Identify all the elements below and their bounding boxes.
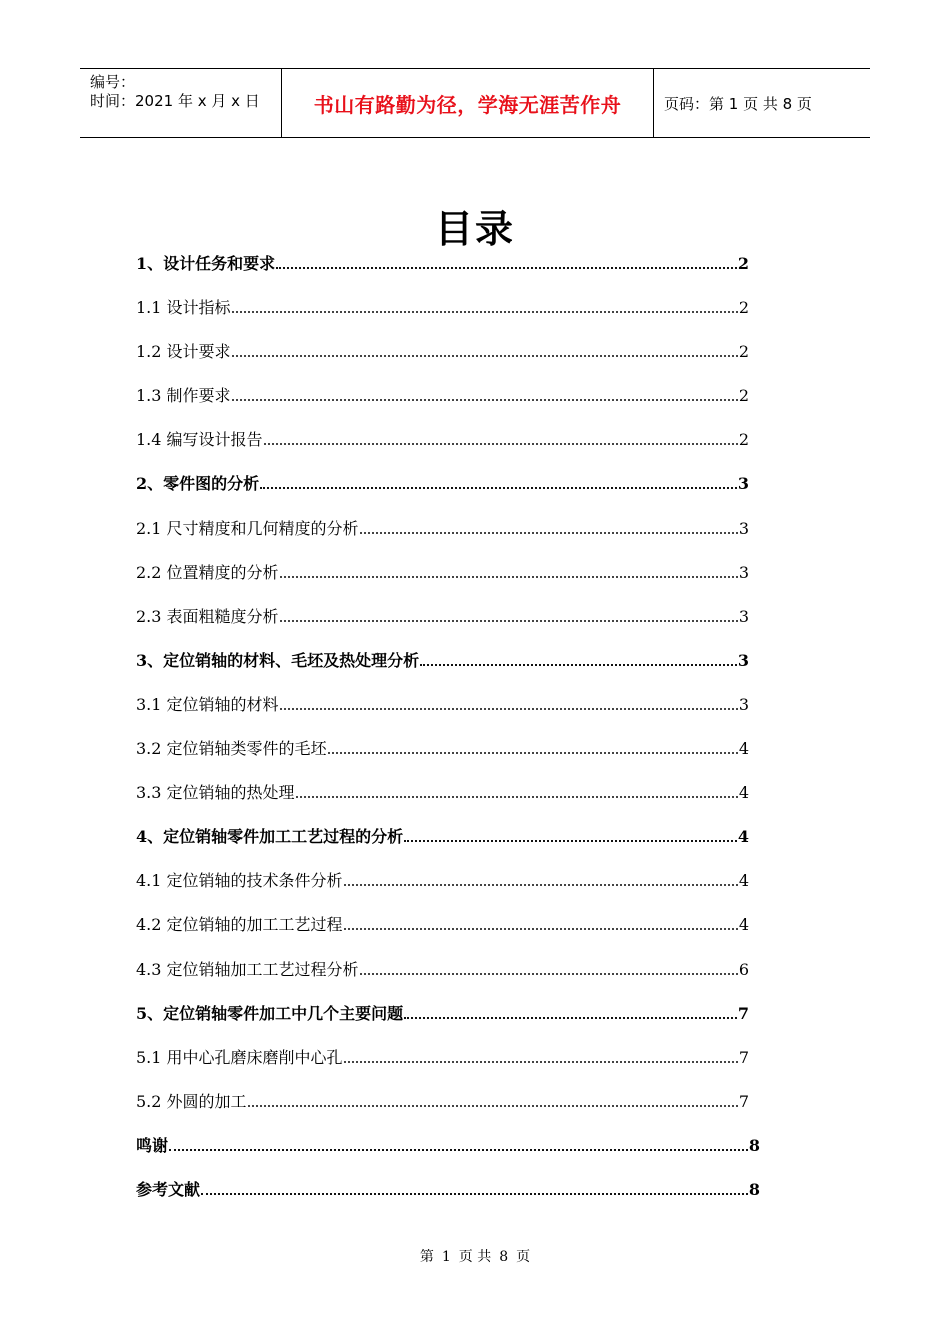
- toc-entry[interactable]: [136, 780, 760, 824]
- toc-entry-page: 7: [738, 1091, 749, 1111]
- page-title: 目录: [434, 207, 515, 251]
- toc-entry[interactable]: [136, 471, 760, 515]
- toc-leader-dots: [344, 1051, 738, 1063]
- toc-leader-dots: [276, 257, 737, 269]
- toc-entry-label: 参考文献: [136, 1179, 201, 1199]
- toc-entry-label: 3.3 定位销轴的热处理: [136, 783, 295, 803]
- toc-entry-page: 2: [737, 254, 749, 273]
- toc-leader-dots: [232, 345, 738, 357]
- toc-entry-page: 8: [748, 1179, 760, 1199]
- toc-entry[interactable]: [136, 957, 760, 1001]
- toc-entry[interactable]: [136, 648, 760, 692]
- toc-entry-label: 鸣谢: [136, 1135, 169, 1155]
- toc-leader-dots: [344, 874, 738, 886]
- header-motto: 书山有路勤为径，学海无涯苦作舟: [282, 69, 654, 137]
- toc-entry-label: 4.3 定位销轴加工工艺过程分析: [136, 959, 359, 979]
- toc-entry-label: 5.2 外圆的加工: [136, 1091, 247, 1111]
- toc-entry[interactable]: [136, 912, 760, 956]
- toc-entry-page: 7: [738, 1047, 749, 1067]
- toc-entry-label: 4.1 定位销轴的技术条件分析: [136, 871, 343, 891]
- toc-leader-dots: [404, 830, 737, 842]
- footer-total-pages: 8: [499, 1249, 509, 1265]
- footer-mid: 页 共: [458, 1249, 492, 1265]
- toc-entry-page: 3: [737, 650, 749, 670]
- toc-entry[interactable]: [136, 427, 760, 471]
- toc-leader-dots: [296, 786, 738, 798]
- toc-entry-label: 1.2 设计要求: [136, 342, 231, 362]
- toc-entry-page: 4: [737, 827, 749, 847]
- toc-entry[interactable]: [136, 692, 760, 736]
- toc-leader-dots: [360, 963, 738, 975]
- toc-entry[interactable]: [136, 1177, 760, 1221]
- toc-entry-page: 3: [738, 562, 749, 582]
- toc-entry[interactable]: [136, 736, 760, 780]
- header-table: [80, 68, 870, 138]
- toc-entry-page: 4: [738, 871, 749, 891]
- toc-leader-dots: [420, 654, 737, 666]
- toc-entry-page: 3: [738, 518, 749, 538]
- document-number-label: 编号：: [90, 73, 136, 91]
- toc-entry-label: 2.3 表面粗糙度分析: [136, 606, 279, 626]
- toc-entry-page: 4: [738, 739, 749, 759]
- toc-leader-dots: [260, 477, 737, 489]
- toc-entry[interactable]: [136, 1133, 760, 1177]
- toc-entry-page: 2: [738, 386, 749, 406]
- toc-entry-page: 3: [738, 694, 749, 714]
- toc-leader-dots: [280, 698, 738, 710]
- page-footer: [0, 1246, 950, 1266]
- toc-entry-page: 3: [737, 474, 749, 494]
- toc-entry-label: 2、零件图的分析: [136, 474, 260, 494]
- toc-leader-dots: [169, 1139, 748, 1151]
- toc-entry-page: 4: [738, 783, 749, 803]
- toc-entry-page: 8: [748, 1135, 760, 1155]
- toc-leader-dots: [280, 610, 738, 622]
- header-meta-cell: [80, 69, 282, 137]
- toc-leader-dots: [404, 1007, 737, 1019]
- toc-entry[interactable]: [136, 1001, 760, 1045]
- toc-entry[interactable]: [136, 516, 760, 560]
- toc-entry-label: 3.2 定位销轴类零件的毛坯: [136, 739, 327, 759]
- toc-entry[interactable]: [136, 1045, 760, 1089]
- toc-entry-page: 2: [738, 430, 749, 450]
- toc-leader-dots: [232, 389, 738, 401]
- toc-entry[interactable]: [136, 868, 760, 912]
- toc-entry[interactable]: [136, 604, 760, 648]
- toc-entry[interactable]: [136, 1089, 760, 1133]
- footer-suffix: 页: [516, 1249, 531, 1265]
- footer-prefix: 第: [419, 1249, 434, 1265]
- table-of-contents: [136, 251, 760, 1221]
- toc-entry-label: 1.1 设计指标: [136, 298, 231, 318]
- toc-entry-label: 1.3 制作要求: [136, 386, 231, 406]
- toc-leader-dots: [264, 433, 738, 445]
- toc-entry-label: 1.4 编写设计报告: [136, 430, 263, 450]
- document-time-label: 时间：2021 年 x 月 x 日: [90, 92, 260, 110]
- toc-leader-dots: [360, 522, 738, 534]
- toc-leader-dots: [232, 301, 738, 313]
- toc-leader-dots: [280, 566, 738, 578]
- toc-entry-label: 2.1 尺寸精度和几何精度的分析: [136, 518, 359, 538]
- toc-entry[interactable]: [136, 339, 760, 383]
- toc-entry[interactable]: [136, 560, 760, 604]
- toc-leader-dots: [248, 1095, 738, 1107]
- toc-entry-page: 3: [738, 606, 749, 626]
- toc-entry-page: 6: [738, 959, 749, 979]
- toc-entry[interactable]: [136, 824, 760, 868]
- header-page-info: 页码：第 1 页 共 8 页: [664, 94, 812, 113]
- toc-leader-dots: [328, 742, 738, 754]
- toc-leader-dots: [344, 918, 738, 930]
- toc-entry-page: 7: [737, 1003, 749, 1023]
- toc-leader-dots: [201, 1183, 748, 1195]
- toc-entry[interactable]: [136, 383, 760, 427]
- toc-entry-label: 4、定位销轴零件加工工艺过程的分析: [136, 827, 404, 847]
- toc-entry-page: 2: [738, 298, 749, 318]
- toc-entry-label: 3、定位销轴的材料、毛坯及热处理分析: [136, 650, 420, 670]
- toc-entry-page: 2: [738, 342, 749, 362]
- toc-entry-label: 5、定位销轴零件加工中几个主要问题: [136, 1003, 404, 1023]
- toc-entry[interactable]: [136, 295, 760, 339]
- toc-entry-label: 2.2 位置精度的分析: [136, 562, 279, 582]
- toc-entry-label: 3.1 定位销轴的材料: [136, 694, 279, 714]
- toc-entry-label: 1、设计任务和要求: [136, 254, 276, 273]
- toc-entry-label: 4.2 定位销轴的加工工艺过程: [136, 915, 343, 935]
- toc-entry-page: 4: [738, 915, 749, 935]
- toc-entry[interactable]: [136, 251, 760, 295]
- toc-entry-label: 5.1 用中心孔磨床磨削中心孔: [136, 1047, 343, 1067]
- footer-current-page: 1: [441, 1249, 451, 1265]
